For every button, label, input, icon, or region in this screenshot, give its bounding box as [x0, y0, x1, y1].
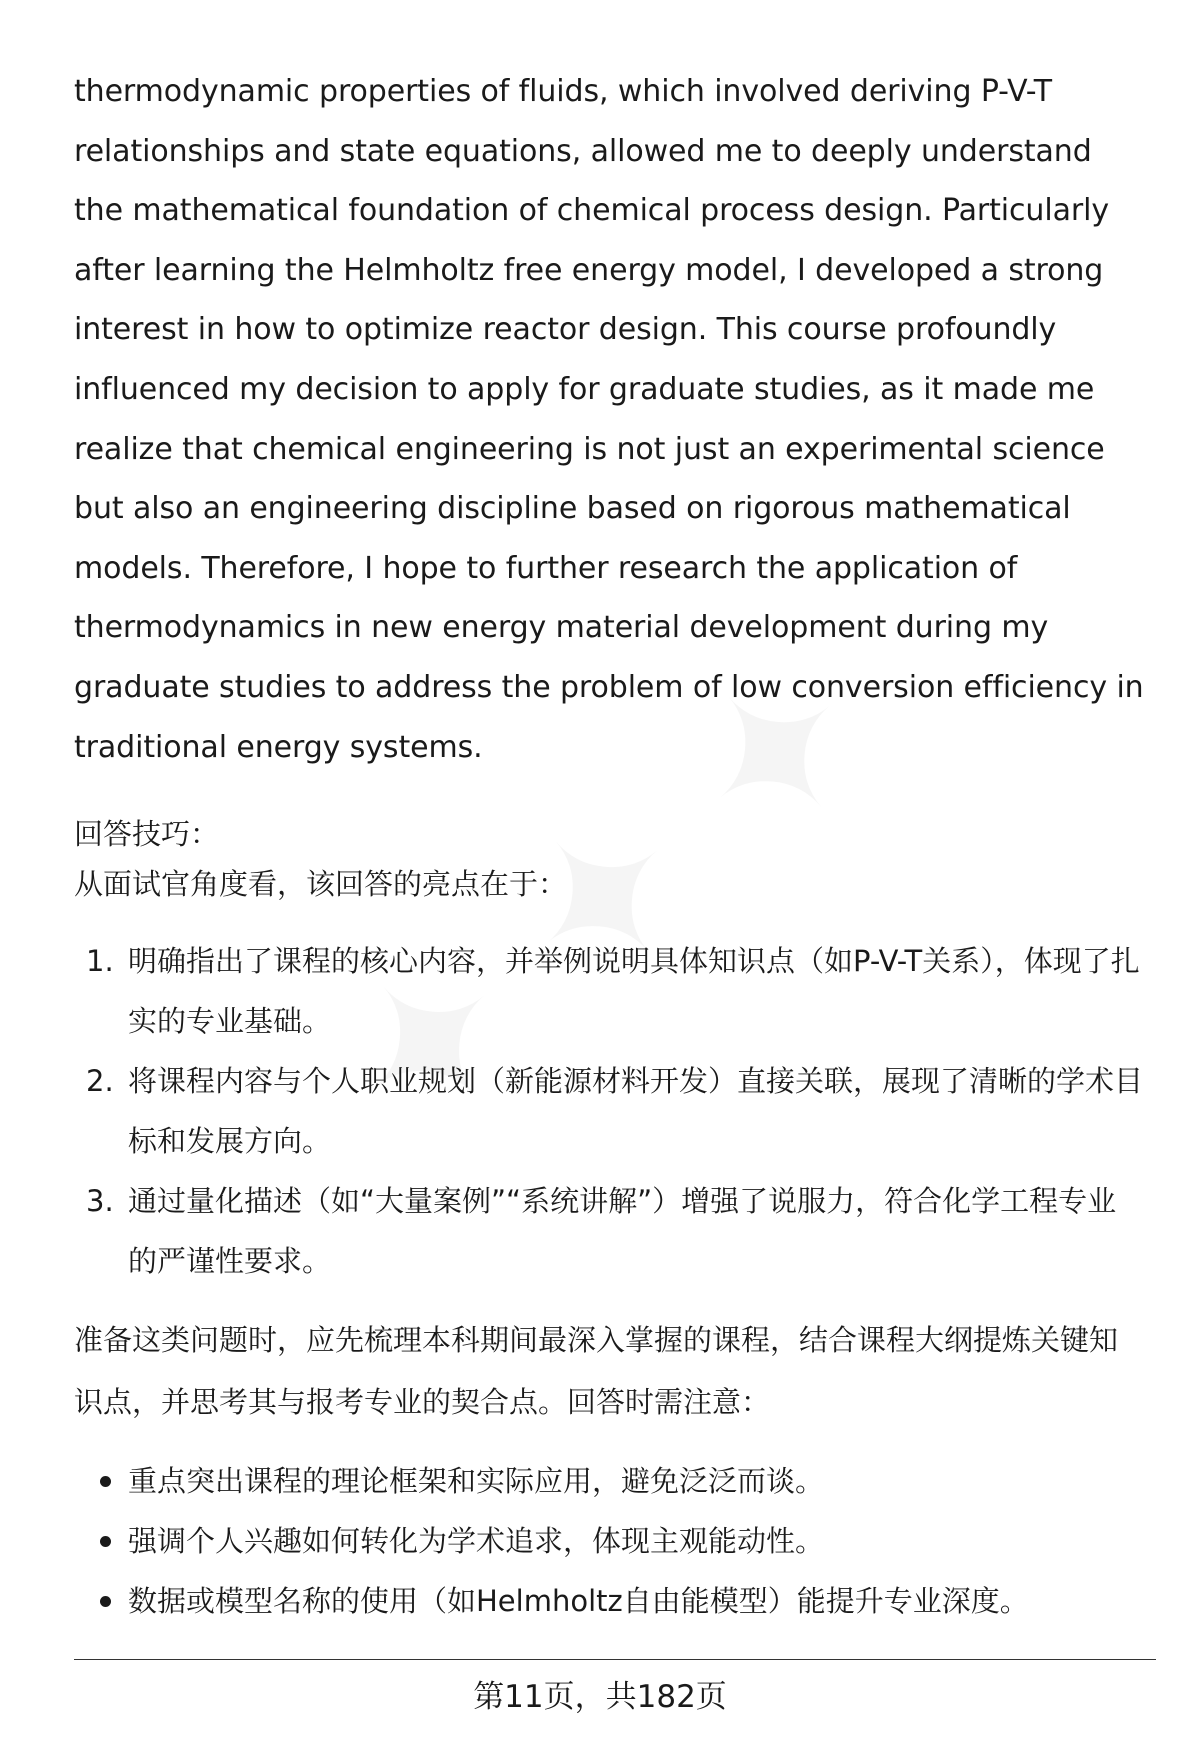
list-item-text: 明确指出了课程的核心内容，并举例说明具体知识点（如P-V-T关系），体现了扎实的专业基础。: [128, 944, 1140, 1039]
prep-paragraph: 准备这类问题时，应先梳理本科期间最深入掌握的课程，结合课程大纲提炼关键知识点，并思考其与报考专业的契合点。回答时需注意：: [74, 1323, 1119, 1420]
list-item: [74, 1171, 1144, 1291]
list-number: 1.: [86, 944, 114, 979]
tips-bullet-list: [74, 1451, 1144, 1631]
list-item-text: 强调个人兴趣如何转化为学术追求，体现主观能动性。: [128, 1524, 825, 1559]
list-number: 2.: [86, 1064, 114, 1099]
bullet-icon: [100, 1596, 111, 1607]
tips-label: 回答技巧：: [74, 817, 220, 852]
list-item: [74, 1571, 1144, 1631]
list-item-text: 重点突出课程的理论框架和实际应用，避免泛泛而谈。: [128, 1464, 825, 1499]
page-content: [74, 62, 1144, 1631]
tips-intro: 从面试官角度看，该回答的亮点在于：: [74, 867, 568, 902]
list-item: [74, 1051, 1144, 1171]
footer-divider: [74, 1659, 1156, 1660]
list-item: [74, 931, 1144, 1051]
highlights-list: [74, 931, 1144, 1291]
bullet-icon: [100, 1476, 111, 1487]
list-item-text: 数据或模型名称的使用（如Helmholtz自由能模型）能提升专业深度。: [128, 1584, 1029, 1619]
list-item: [74, 1511, 1144, 1571]
page-number: 第11页，共182页: [473, 1679, 727, 1715]
bullet-icon: [100, 1536, 111, 1547]
list-item: [74, 1451, 1144, 1511]
list-item-text: 通过量化描述（如“大量案例”“系统讲解”）增强了说服力，符合化学工程专业的严谨性要求。: [128, 1184, 1117, 1279]
answer-paragraph: thermodynamic properties of fluids, which involved deriving P-V-T relationships and state equations, allowed me to deeply understand the mathematical foundation of chemical process design. Particularly after learning the Helmholtz free energy model, I developed a strong interest in how to optimize reactor design. This course profoundly influenced my decision to apply for graduate studies, as it made me realize that chemical engineering is not just an experimental science but also an engineering discipline based on rigorous mathematical models. Therefore, I hope to further research the application of thermodynamics in new energy material development during my graduate studies to address the problem of low conversion efficiency in traditional energy systems.: [74, 74, 1144, 765]
list-number: 3.: [86, 1184, 114, 1219]
list-item-text: 将课程内容与个人职业规划（新能源材料开发）直接关联，展现了清晰的学术目标和发展方向。: [128, 1064, 1144, 1159]
